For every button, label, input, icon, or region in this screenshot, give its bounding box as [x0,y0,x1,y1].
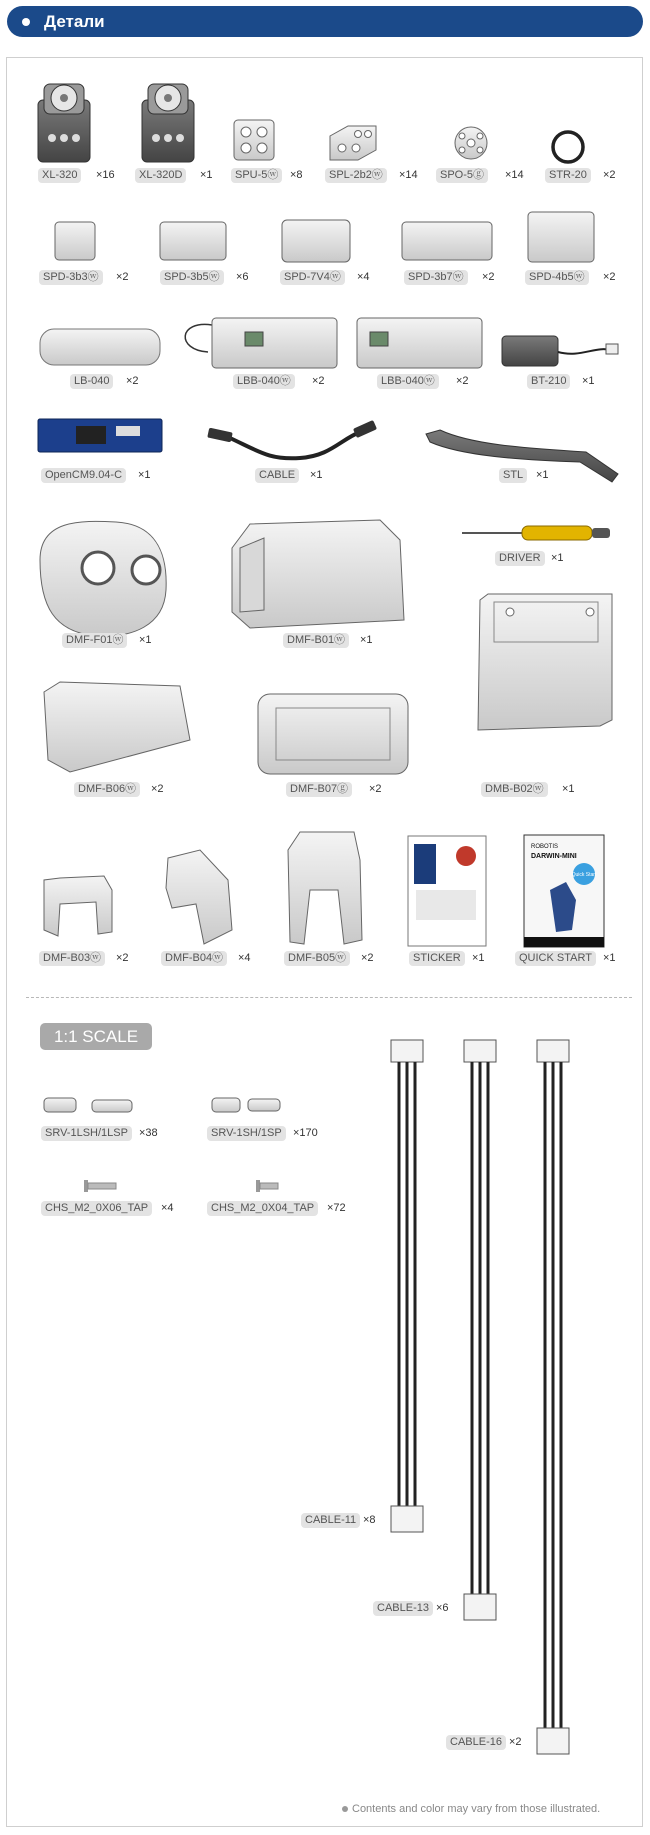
scale-part-label: SRV-1LSH/1LSP [41,1126,132,1141]
part-qty: ×14 [505,169,524,181]
part-qty: ×1 [582,375,595,387]
dmf-b03-image [44,876,112,936]
part-label: STR-20 [545,168,591,183]
dmf-b04-image [166,850,232,944]
spu-5-image [234,120,274,160]
xl-320-image [38,84,90,162]
cable-qty: ×2 [509,1736,522,1748]
part-label: BT-210 [527,374,570,389]
part-qty: ×1 [603,952,616,964]
part-qty: ×2 [126,375,139,387]
bullet-icon [342,1806,348,1812]
spd-4b5-image [528,212,594,262]
part-label: DMF-B01ⓦ [283,633,349,648]
dmf-b06-image [44,682,190,772]
part-label: DMF-B07ⓖ [286,782,352,797]
spd-3b3-image [55,222,95,260]
part-label: LB-040 [70,374,113,389]
spd-7v4-image [282,220,350,262]
part-label: LBB-040ⓦ [233,374,295,389]
part-label: SPU-5ⓦ [231,168,282,183]
scale-badge: 1:1 SCALE [40,1023,152,1050]
part-qty: ×4 [238,952,251,964]
scale-part-qty: ×170 [293,1127,318,1139]
part-qty: ×1 [472,952,485,964]
spl-2b2-image [330,126,376,160]
booklet-brand: ROBOTIS [531,844,559,850]
part-label: SPO-5ⓖ [436,168,488,183]
part-label: STICKER [409,951,465,966]
part-qty: ×2 [116,271,129,283]
footer-note-text: Contents and color may vary from those illustrated. [352,1803,601,1815]
cable-16-image [537,1040,569,1754]
spo-5-image [455,127,487,159]
part-qty: ×1 [551,552,564,564]
part-qty: ×2 [456,375,469,387]
screw-m2x4-image [256,1180,278,1192]
scale-part-label: CHS_M2_0X04_TAP [207,1201,318,1216]
spd-3b7-image [402,222,492,260]
part-label: XL-320D [135,168,186,183]
screw-m2x6-image [84,1180,116,1192]
part-qty: ×8 [290,169,303,181]
str-20-image [553,132,583,162]
dmf-b05-image [288,832,362,944]
part-label: STL [499,468,527,483]
part-label: DMF-B04ⓦ [161,951,227,966]
part-qty: ×2 [603,271,616,283]
xl-320d-image [142,84,194,162]
part-label: SPD-4b5ⓦ [525,270,589,285]
part-label: SPL-2b2ⓦ [325,168,387,183]
sticker-sheet-image [408,836,486,946]
dmb-b02-image [478,594,612,730]
part-qty: ×1 [536,469,549,481]
lbb-040-image-1 [185,318,337,368]
scale-part-qty: ×4 [161,1202,174,1214]
spd-3b5-image [160,222,226,260]
part-label: OpenCM9.04-C [41,468,126,483]
part-qty: ×1 [138,469,151,481]
part-label: SPD-7V4ⓦ [280,270,345,285]
part-qty: ×2 [312,375,325,387]
part-label: SPD-3b7ⓦ [404,270,468,285]
part-label: SPD-3b5ⓦ [160,270,224,285]
part-qty: ×1 [200,169,213,181]
scale-part-label: CHS_M2_0X06_TAP [41,1201,152,1216]
booklet-badge: Quick Start [571,872,597,878]
part-qty: ×14 [399,169,418,181]
part-qty: ×2 [369,783,382,795]
lb-040-image [40,329,160,365]
part-qty: ×6 [236,271,249,283]
part-qty: ×1 [562,783,575,795]
part-label: DMF-B05ⓦ [284,951,350,966]
part-qty: ×1 [139,634,152,646]
part-label: DMB-B02ⓦ [481,782,548,797]
part-label: DMF-F01ⓦ [62,633,127,648]
part-label: DMF-B06ⓦ [74,782,140,797]
part-qty: ×2 [603,169,616,181]
cable-qty: ×8 [363,1514,376,1526]
part-label: QUICK START [515,951,596,966]
part-label: DMF-B03ⓦ [39,951,105,966]
part-qty: ×2 [116,952,129,964]
cable-label: CABLE-11 [301,1513,360,1528]
screwdriver-image [462,526,610,540]
lbb-040-image-2 [357,318,482,368]
part-label: DRIVER [495,551,545,566]
part-qty: ×1 [310,469,323,481]
cable-11-image [391,1040,423,1532]
quick-start-booklet-image [524,835,604,947]
dmf-f01-image [40,521,166,636]
section-divider [26,997,632,998]
opencm-board-image [38,419,162,452]
srv-1lsh-rivet-image [44,1098,132,1112]
part-label: CABLE [255,468,299,483]
usb-cable-image [207,420,377,458]
section-title: Детали [44,12,105,31]
cable-label: CABLE-16 [446,1735,506,1750]
part-qty: ×2 [482,271,495,283]
part-qty: ×4 [357,271,370,283]
booklet-product: DARWIN-MINI [531,853,577,860]
part-label: XL-320 [38,168,81,183]
part-label: SPD-3b3ⓦ [39,270,103,285]
scale-part-label: SRV-1SH/1SP [207,1126,286,1141]
cable-label: CABLE-13 [373,1601,433,1616]
scale-part-qty: ×72 [327,1202,346,1214]
footer-note [342,1803,600,1815]
part-qty: ×1 [360,634,373,646]
dmf-b07-image [258,694,408,774]
part-qty: ×2 [361,952,374,964]
part-label: LBB-040ⓦ [377,374,439,389]
part-qty: ×2 [151,783,164,795]
cable-13-image [464,1040,496,1620]
srv-1sh-rivet-image [212,1098,280,1112]
part-qty: ×16 [96,169,115,181]
cable-qty: ×6 [436,1602,449,1614]
bt-210-image [502,336,618,366]
scale-part-qty: ×38 [139,1127,158,1139]
dmf-b01-image [232,520,404,628]
